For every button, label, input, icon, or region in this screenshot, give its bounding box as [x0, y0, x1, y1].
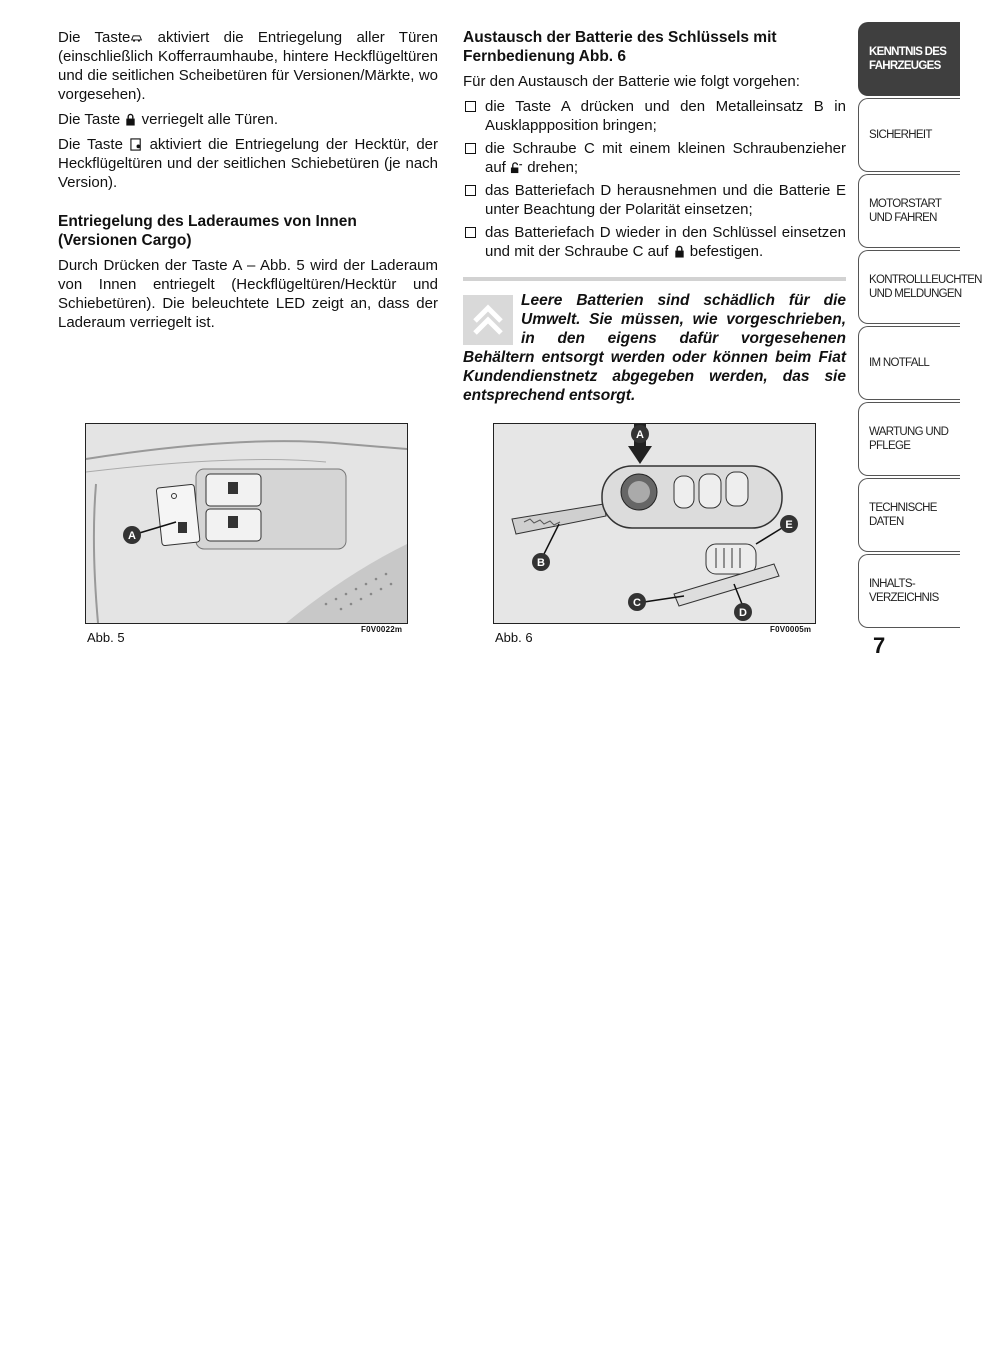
section-heading-cargo: Entriegelung des Laderaumes von Innen (Versionen Cargo) — [58, 213, 357, 249]
tab-notfall[interactable]: IM NOTFALL — [858, 326, 960, 400]
figure-key-battery — [493, 423, 816, 624]
battery-steps — [463, 97, 846, 261]
list-item: das Batteriefach D herausnehmen und die Batterie E unter Beachtung der Polarität einsetzen; — [463, 181, 846, 219]
paragraph-lock — [58, 110, 438, 129]
tab-technische-daten[interactable]: TECHNISCHE DATEN — [858, 478, 960, 552]
figure-door-panel — [85, 423, 408, 624]
padlock-icon — [673, 245, 686, 258]
label-c: C — [633, 597, 641, 609]
figure-6-caption: Abb. 6 — [495, 630, 533, 645]
tab-kontrollleuchten[interactable]: KONTROLLLEUCHTEN UND MELDUNGEN — [858, 250, 960, 324]
figure-6-code: F0V0005m — [770, 625, 812, 634]
label-d: D — [739, 607, 747, 619]
padlock-icon — [124, 113, 137, 126]
warning-text: Leere Batterien sind schädlich für die Umwelt. Sie müssen, wie vorgeschrieben, in den eigens dafür vorgesehenen Behältern entsorgt werden oder können beim Fiat Kundendienstnetz abgegeben werden, das sie entsprechend entsorgt. — [463, 292, 846, 404]
door-panel-illustration — [86, 424, 407, 623]
checkbox-bullet-icon — [465, 143, 476, 154]
list-item: die Taste A drücken und den Metalleinsatz B in Ausklappposition bringen; — [463, 97, 846, 135]
recycle-chevron-icon — [463, 295, 513, 345]
chapter-tabs — [858, 22, 982, 630]
checkbox-bullet-icon — [465, 227, 476, 238]
divider — [463, 277, 846, 281]
tab-sicherheit[interactable]: SICHERHEIT — [858, 98, 960, 172]
label-e: E — [785, 519, 793, 531]
rear-door-prefix: Die Taste — [58, 136, 123, 153]
label-a: A — [128, 530, 136, 542]
rear-door-text: aktiviert die Entriegelung der Hecktür, der Heckflügeltüren und der seitlichen Schiebetüren (je nach Version). — [58, 136, 438, 191]
checkbox-bullet-icon — [465, 101, 476, 112]
paragraph-cargo: Durch Drücken der Taste A – Abb. 5 wird der Laderaum von Innen entriegelt (Heckflügeltüren/Hecktür und Schiebetüren). Die beleuchtete LED zeigt an, dass der Laderaum verriegelt ist. — [58, 257, 438, 331]
label-b: B — [537, 557, 545, 569]
page-number: 7 — [873, 633, 886, 658]
list-item: die Schraube C mit einem kleinen Schraubenzieher auf drehen; — [463, 139, 846, 177]
figure-5-code: F0V0022m — [361, 625, 403, 634]
tab-inhaltsverzeichnis[interactable]: INHALTS-VERZEICHNIS — [858, 554, 960, 628]
checkbox-bullet-icon — [465, 185, 476, 196]
unlock-rotate-icon — [510, 161, 523, 174]
paragraph-rear-door — [58, 135, 438, 192]
tab-kenntnis[interactable]: KENNTNIS DES FAHRZEUGES — [858, 22, 960, 96]
left-column — [58, 28, 438, 338]
environment-warning — [463, 291, 846, 405]
label-a: A — [636, 429, 644, 441]
section-heading-battery: Austausch der Batterie des Schlüssels mit Fernbedienung Abb. 6 — [463, 29, 777, 65]
battery-intro: Für den Austausch der Batterie wie folgt vorgehen: — [463, 73, 800, 90]
lock-prefix: Die Taste — [58, 111, 121, 128]
right-column — [463, 28, 846, 405]
lock-text: verriegelt alle Türen. — [137, 111, 279, 128]
list-item: das Batteriefach D wieder in den Schlüssel einsetzen und mit der Schraube C auf befestigen. — [463, 223, 846, 261]
car-unlock-icon — [130, 31, 143, 44]
key-battery-illustration — [494, 424, 815, 623]
tab-wartung[interactable]: WARTUNG UND PFLEGE — [858, 402, 960, 476]
unlock-all-text: Die Taste aktiviert die Entriegelung aller Türen (einschließlich Kofferraumhaube, hintere Heckflügeltüren und die seitlichen Scheibetüren für Versionen/Märkte, wo vorgesehen). — [58, 29, 438, 103]
tab-motorstart[interactable]: MOTORSTART UND FAHREN — [858, 174, 960, 248]
figure-5-caption: Abb. 5 — [87, 630, 125, 645]
paragraph-unlock-all — [58, 28, 438, 104]
rear-door-unlock-icon — [130, 138, 143, 151]
